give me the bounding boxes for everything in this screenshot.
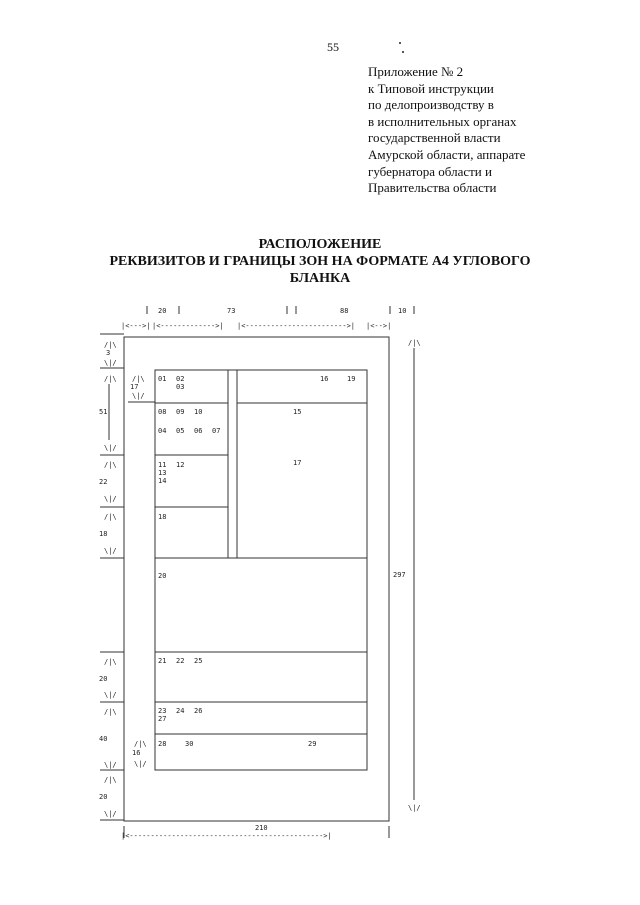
appendix-line: в исполнительных органах xyxy=(368,113,517,129)
zone-label: 18 xyxy=(158,513,167,521)
zone-label: 26 xyxy=(194,707,203,715)
zone-label: 02 xyxy=(176,375,185,383)
dim-label: 73 xyxy=(227,307,236,315)
zone-label: 30 xyxy=(185,740,194,748)
zone-label: 28 xyxy=(158,740,167,748)
dim-arrow: |<--->| xyxy=(121,322,151,330)
appendix-line: Правительства области xyxy=(368,180,497,196)
arrow-glyph: /|\ xyxy=(104,658,117,666)
dim-label: 22 xyxy=(99,478,108,486)
dim-label: 10 xyxy=(398,307,407,315)
arrow-glyph: /|\ xyxy=(104,776,117,784)
zone-label: 08 xyxy=(158,408,167,416)
appendix-line: губернатора области и xyxy=(368,163,492,179)
page-number: 55 xyxy=(327,40,339,54)
arrow-glyph: \|/ xyxy=(408,804,421,812)
zone-label: 20 xyxy=(158,572,167,580)
appendix-line: государственной власти xyxy=(368,130,501,146)
zone-label: 13 xyxy=(158,469,167,477)
arrow-glyph: \|/ xyxy=(104,810,117,818)
arrow-glyph: \|/ xyxy=(104,691,117,699)
dim-label: 3 xyxy=(106,349,111,357)
dim-arrow: |<-->| xyxy=(366,322,392,330)
zone-label: 27 xyxy=(158,715,167,723)
dim-label: 20 xyxy=(99,675,108,683)
appendix-line: Амурской области, аппарате xyxy=(368,146,526,162)
dim-label: 88 xyxy=(340,307,349,315)
zone-label: 21 xyxy=(158,657,167,665)
dim-label: 210 xyxy=(255,824,268,832)
zone-label: 05 xyxy=(176,427,185,435)
appendix-line: к Типовой инструкции xyxy=(368,80,494,96)
zone-label: 06 xyxy=(194,427,203,435)
zone-label: 15 xyxy=(293,408,302,416)
arrow-glyph: \|/ xyxy=(134,760,147,768)
zone-label: 03 xyxy=(176,383,185,391)
zone-label: 09 xyxy=(176,408,185,416)
zone-label: 07 xyxy=(212,427,221,435)
zone-label: 11 xyxy=(158,461,167,469)
zone-label: 14 xyxy=(158,477,167,485)
arrow-glyph: \|/ xyxy=(104,444,117,452)
arrow-glyph: \|/ xyxy=(104,547,117,555)
zone-label: 10 xyxy=(194,408,203,416)
zone-label: 22 xyxy=(176,657,185,665)
arrow-glyph: \|/ xyxy=(104,359,117,367)
zone-label: 12 xyxy=(176,461,185,469)
arrow-glyph: /|\ xyxy=(104,708,117,716)
appendix-line: Приложение № 2 xyxy=(368,64,464,79)
zone-label: 19 xyxy=(347,375,356,383)
dim-label: 17 xyxy=(130,383,139,391)
dim-label: 20 xyxy=(99,793,108,801)
arrow-glyph: /|\ xyxy=(104,341,117,349)
dim-label: 51 xyxy=(99,408,108,416)
zone-label: 16 xyxy=(320,375,329,383)
zone-label: 23 xyxy=(158,707,167,715)
dim-label: 20 xyxy=(158,307,167,315)
dim-arrow: |<---------------------------------------------->| xyxy=(121,832,332,840)
dim-label: 18 xyxy=(99,530,108,538)
dim-label: 40 xyxy=(99,735,108,743)
arrow-glyph: \|/ xyxy=(104,761,117,769)
title-line: РЕКВИЗИТОВ И ГРАНИЦЫ ЗОН НА ФОРМАТЕ А4 УГЛОВОГО xyxy=(109,254,531,269)
title-line: РАСПОЛОЖЕНИЕ xyxy=(258,237,382,252)
arrow-glyph: \|/ xyxy=(104,495,117,503)
zone-label: 29 xyxy=(308,740,317,748)
form-outline xyxy=(155,370,367,770)
arrow-glyph: /|\ xyxy=(104,375,117,383)
dim-label: 16 xyxy=(132,749,141,757)
arrow-glyph: /|\ xyxy=(408,339,421,347)
arrow-glyph: /|\ xyxy=(134,740,147,748)
arrow-glyph: \|/ xyxy=(132,392,145,400)
arrow-glyph: /|\ xyxy=(104,461,117,469)
zone-label: 25 xyxy=(194,657,203,665)
title-line: БЛАНКА xyxy=(289,271,351,286)
dim-arrow: |<------------->| xyxy=(152,322,224,330)
zone-label: 01 xyxy=(158,375,167,383)
appendix-line: по делопроизводству в xyxy=(368,97,494,113)
dim-arrow: |<------------------------>| xyxy=(237,322,356,330)
arrow-glyph: /|\ xyxy=(104,513,117,521)
zone-label: 04 xyxy=(158,427,167,435)
arrow-glyph: /|\ xyxy=(132,375,145,383)
dim-label: 297 xyxy=(393,571,406,579)
zone-label: 24 xyxy=(176,707,185,715)
zone-label: 17 xyxy=(293,459,302,467)
